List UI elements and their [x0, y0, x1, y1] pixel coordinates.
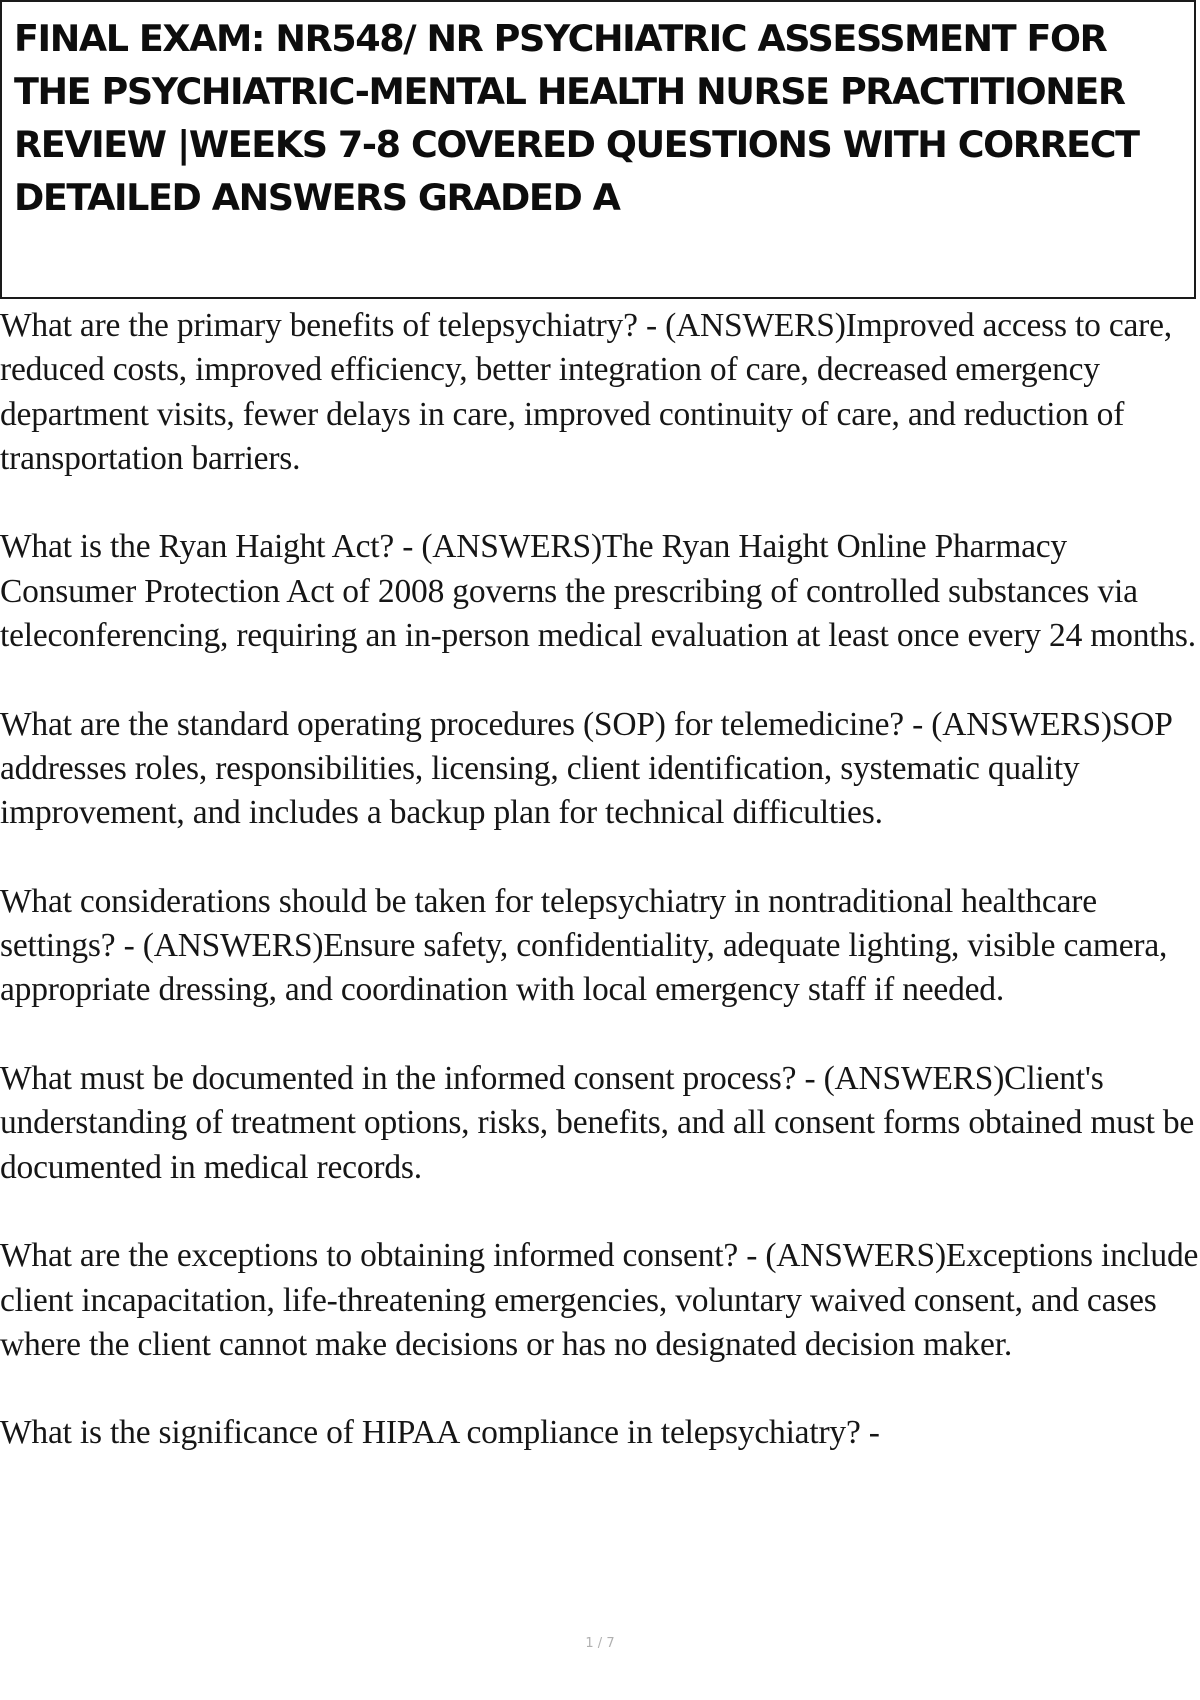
- qa-list: [0, 304, 1200, 1500]
- qa-item-nontraditional-settings: What considerations should be taken for telepsychiatry in nontraditional healthcare settings? - (ANSWERS)Ensure safety, confidentiality, adequate lighting, visible camera, appropriate dressing, and coordination with local emergency staff if needed.: [0, 882, 1168, 1009]
- qa-item-informed-consent-documentation: What must be documented in the informed consent process? - (ANSWERS)Client's understanding of treatment options, risks, benefits, and all consent forms obtained must be documented in medical records.: [0, 1060, 1195, 1186]
- document-title-box: [0, 0, 1196, 299]
- qa-item-standard-operating-procedures: What are the standard operating procedures (SOP) for telemedicine? - (ANSWERS)SOP addresses roles, responsibilities, licensing, client identification, systematic quality improvement, and includes a backup plan for technical difficulties.: [0, 705, 1172, 832]
- qa-item-hipaa-compliance: What is the significance of HIPAA compliance in telepsychiatry? -: [0, 1414, 880, 1452]
- qa-item-ryan-haight-act: What is the Ryan Haight Act? - (ANSWERS)The Ryan Haight Online Pharmacy Consumer Protection Act of 2008 governs the prescribing of controlled substances via teleconferencing, requiring an in-person medical evaluation at least once every 24 months.: [0, 528, 1196, 655]
- page-indicator: 1 / 7: [585, 1636, 615, 1651]
- qa-item-telepsychiatry-benefits: What are the primary benefits of telepsychiatry? - (ANSWERS)Improved access to care, reduced costs, improved efficiency, better integration of care, decreased emergency department visits, fewer delays in care, improved continuity of care, and reduction of transportation barriers.: [0, 307, 1172, 477]
- document-title: FINAL EXAM: NR548/ NR PSYCHIATRIC ASSESSMENT FOR THE PSYCHIATRIC-MENTAL HEALTH NURSE PRACTITIONER REVIEW |WEEKS 7-8 COVERED QUESTIONS WITH CORRECT DETAILED ANSWERS GRADED A: [14, 17, 1139, 219]
- qa-item-informed-consent-exceptions: What are the exceptions to obtaining informed consent? - (ANSWERS)Exceptions include client incapacitation, life-threatening emergencies, voluntary waived consent, and cases where the client cannot make decisions or has no designated decision maker.: [0, 1237, 1199, 1363]
